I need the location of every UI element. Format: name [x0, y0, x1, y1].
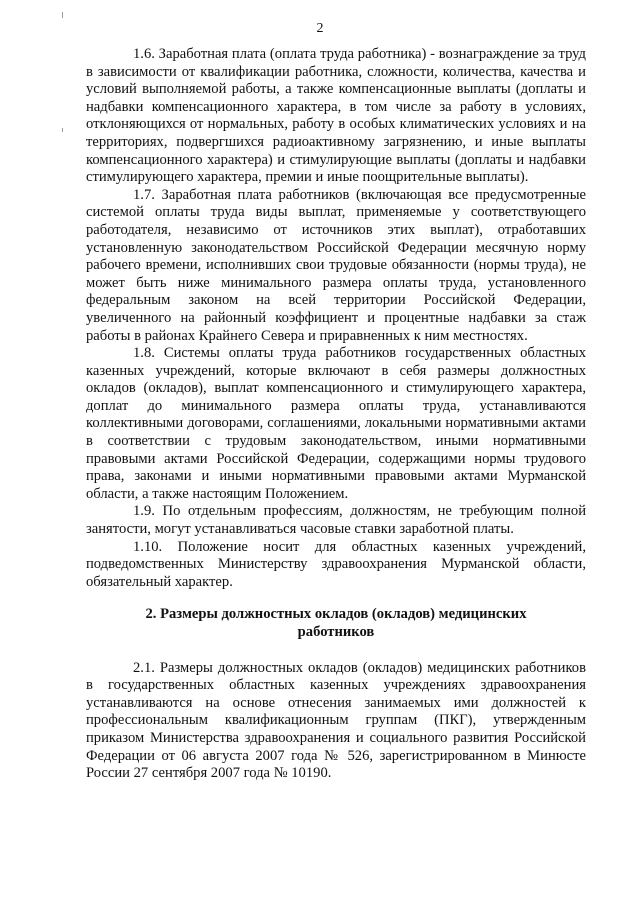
paragraph-1-6: 1.6. Заработная плата (оплата труда работника) - вознаграждение за труд в зависимости от квалификации работника, сложности, количества, качества и условий выполняемой работы, а также компенсационные выплаты (доплаты и надбавки компенсационного характера, в том числе за работу в условиях, отклоняющихся от нормальных, работу в особых климатических условиях и на территориях, подвергшихся радиоактивному загрязнению, и иные выплаты компенсационного характера) и стимулирующие выплаты (доплаты и надбавки стимулирующего характера, премии и иные поощрительные выплаты).: [86, 46, 586, 186]
paragraph-2-1: 2.1. Размеры должностных окладов (окладов) медицинских работников в государственных областных казенных учреждениях здравоохранения устанавливаются на основе отнесения занимаемых ими должностей к профессиональным квалификационным группам (ПКГ), утвержденным приказом Министерства здравоохранения и социального развития Российской Федерации от 06 августа 2007 года № 526, зарегистрированном в Минюсте России 27 сентября 2007 года № 10190.: [86, 659, 586, 782]
paragraph-1-10: 1.10. Положение носит для областных казенных учреждений, подведомственных Министерству здравоохранения Мурманской области, обязательный характер.: [86, 538, 586, 590]
paragraph-1-8: 1.8. Системы оплаты труда работников государственных областных казенных учреждений, которые включают в себя размеры должностных окладов (окладов), выплат компенсационного и стимулирующего характера, доплат до минимального размера оплаты труда, устанавливаются коллективными договорами, соглашениями, локальными нормативными актами в соответствии с трудовым законодательством, иными нормативными правовыми актами Российской Федерации, содержащими нормы трудового права, законами и иными нормативными правовыми актами Мурманской области, а также настоящим Положением.: [86, 345, 586, 502]
page-number: 2: [316, 21, 324, 36]
scan-mark-left: [62, 128, 63, 132]
document-body: [86, 46, 586, 783]
section-2-heading: 2. Размеры должностных окладов (окладов) медицинских работников: [145, 606, 527, 640]
heading-spacer: [86, 642, 586, 660]
paragraph-1-7: 1.7. Заработная плата работников (включающая все предусмотренные системой оплаты труда виды выплат, применяемые у соответствующего работодателя, независимо от источников этих выплат), отработавших установленную законодательством Российской Федерации месячную норму рабочего времени, исполнивших свои трудовые обязанности (нормы труда), не может быть ниже минимального размера оплаты труда, установленного федеральным законом на всей территории Российской Федерации, увеличенного на районный коэффициент и процентные надбавки за стаж работы в районах Крайнего Севера и приравненных к ним местностях.: [86, 186, 586, 344]
paragraph-1-9: 1.9. По отдельным профессиям, должностям, не требующим полной занятости, могут устанавливаться часовые ставки заработной платы.: [86, 503, 586, 538]
scan-mark-top: [62, 12, 63, 18]
